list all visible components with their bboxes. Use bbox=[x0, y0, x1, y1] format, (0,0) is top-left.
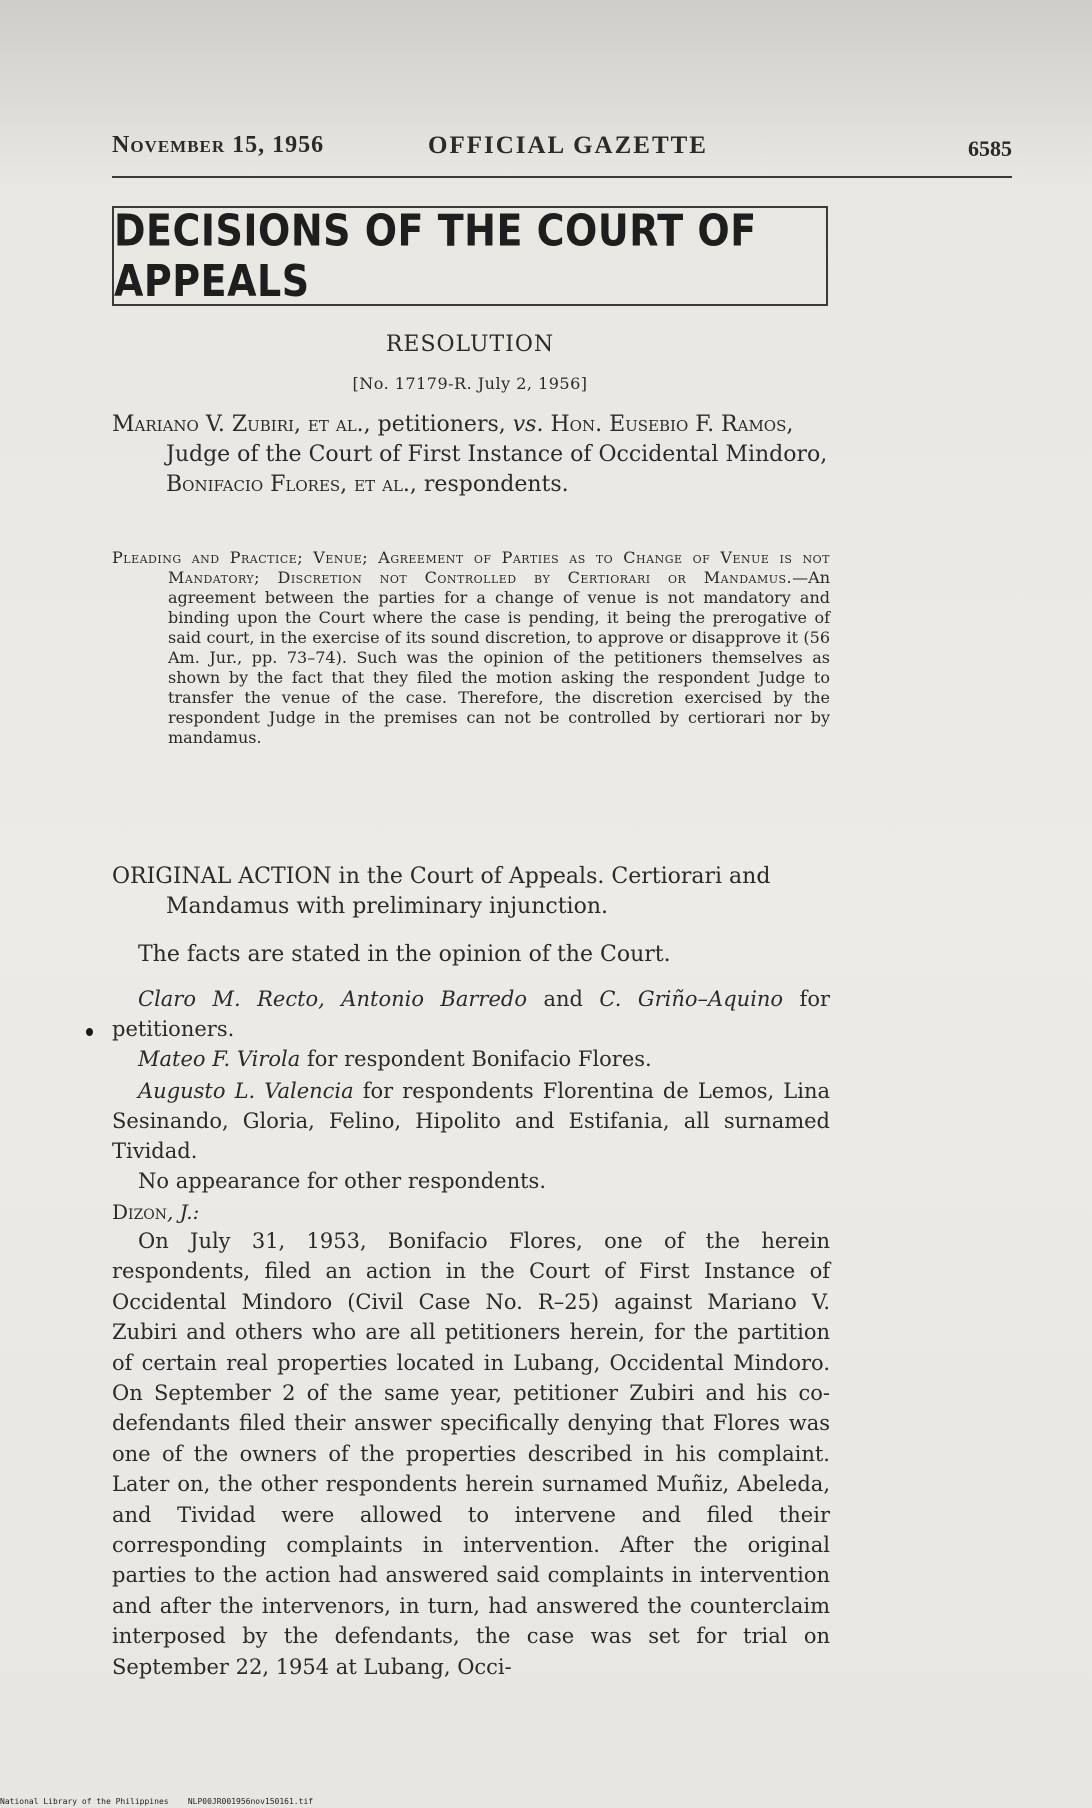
no-appearance-text: No appearance for other respondents. bbox=[138, 1169, 547, 1193]
scan-footer bbox=[0, 1797, 313, 1806]
petitioners-name: Mariano V. Zubiri, et al. bbox=[112, 412, 364, 437]
case-parties bbox=[112, 410, 830, 500]
footer-file: NLP00JR001956nov150161.tif bbox=[187, 1797, 314, 1806]
facts-statement: The facts are stated in the opinion of the Court. bbox=[138, 942, 671, 967]
counsel-names-2: C. Griño–Aquino bbox=[599, 987, 784, 1011]
counsel-petitioners bbox=[112, 984, 830, 1044]
counsel-respondent-flores bbox=[112, 1044, 830, 1074]
header-page-number: 6585 bbox=[968, 136, 1012, 161]
syllabus-body: —An agreement between the parties for a change of venue is not mandatory and binding upon the Court where the case is pending, it being the prerogative of said court, in the exercise of its sound discretion, to approve or disapprove it (56 Am. Jur., pp. 73–74). Such was the opinion of the petitioners themselves as shown by the fact that they filed the motion asking the respondent Judge to transfer the venue of the case. Therefore, the discretion exercised by the respondent Judge in the premises can not be controlled by certiorari nor by mandamus. bbox=[168, 568, 830, 747]
section-banner bbox=[112, 206, 828, 306]
ponente-name: Dizon bbox=[112, 1200, 168, 1224]
counsel-and: and bbox=[526, 987, 600, 1011]
versus: vs. bbox=[512, 412, 544, 437]
footer-library: National Library of the Philippines bbox=[0, 1797, 169, 1806]
counsel-virola-role: for respondent Bonifacio Flores. bbox=[300, 1047, 652, 1071]
counsel-valencia: Augusto L. Valencia bbox=[138, 1079, 354, 1103]
petitioners-role: , petitioners, bbox=[363, 412, 513, 437]
case-number: [No. 17179-R. July 2, 1956] bbox=[352, 374, 588, 393]
syllabus-heading: Pleading and Practice; Venue; Agreement of Parties as to Change of Venue is not Mandatory; Discretion not Controlled by Certiorari or Mandamus. bbox=[112, 548, 830, 587]
ponente-suffix: , J.: bbox=[167, 1200, 200, 1224]
banner-title: DECISIONS OF THE COURT OF APPEALS bbox=[114, 205, 757, 307]
ponente bbox=[112, 1200, 830, 1224]
counsel-names-1: Claro M. Recto, Antonio Barredo bbox=[138, 987, 527, 1011]
judge-name: Hon. Eusebio F. Ramos bbox=[550, 412, 787, 437]
original-action: ORIGINAL ACTION in the Court of Appeals. Certiorari and Mandamus with preliminary injunction. bbox=[112, 864, 771, 919]
counsel-respondents-tividad bbox=[112, 1076, 830, 1166]
header-date: November 15, 1956 bbox=[112, 132, 325, 158]
header-publication: OFFICIAL GAZETTE bbox=[428, 132, 708, 159]
respondents-role: , respondents. bbox=[409, 472, 569, 497]
opinion-body: On July 31, 1953, Bonifacio Flores, one of the herein respondents, filed an action in the Court of First Instance of Occidental Mindoro (Civil Case No. R–25) against Mariano V. Zubiri and others who are all petitioners herein, for the partition of certain real properties located in Lubang, Occidental Mindoro. On September 2 of the same year, petitioner Zubiri and his co-defendants filed their answer specifically denying that Flores was one of the owners of the properties described in his complaint. Later on, the other respondents herein surnamed Muñiz, Abeleda, and Tividad were allowed to intervene and filed their corresponding complaints in intervention. After the original parties to the action had answered said complaints in intervention and after the intervenors, in turn, had answered the counterclaim interposed by the defendants, the case was set for trial on September 22, 1954 at Lubang, Occi- bbox=[112, 1229, 830, 1679]
counsel-petitioners-role: for petitioners. bbox=[112, 987, 831, 1041]
counsel-valencia-role: for respondents Florentina de Lemos, Lina Sesinando, Gloria, Felino, Hipolito and Estifania, all surnamed Tividad. bbox=[112, 1079, 830, 1163]
ink-mark bbox=[86, 1028, 93, 1036]
syllabus bbox=[112, 548, 830, 748]
page-header bbox=[112, 132, 1012, 168]
header-rule bbox=[112, 176, 1012, 178]
respondents-name: Bonifacio Flores, et al. bbox=[166, 472, 410, 497]
no-appearance bbox=[112, 1166, 830, 1196]
resolution-heading: RESOLUTION bbox=[385, 332, 555, 357]
judge-role: , Judge of the Court of First Instance of Occidental Mindoro, bbox=[166, 412, 828, 467]
counsel-virola: Mateo F. Virola bbox=[138, 1047, 301, 1071]
